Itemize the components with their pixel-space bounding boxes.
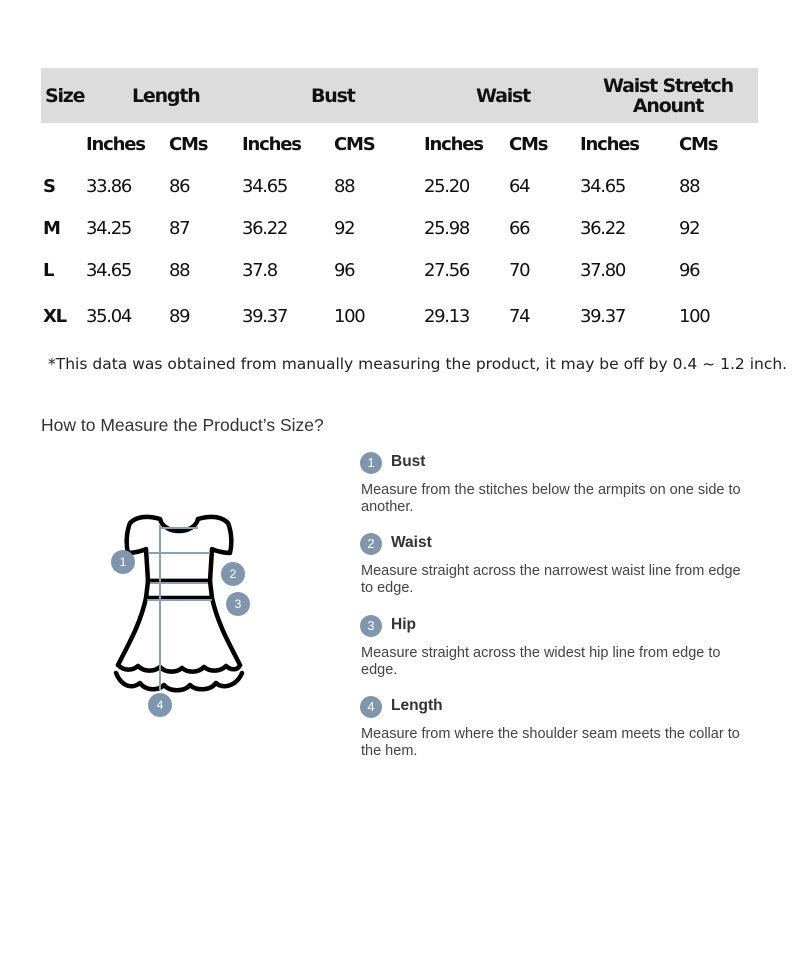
table-cell: 34.65 <box>242 176 288 197</box>
marker-2-icon <box>221 562 245 586</box>
table-cell: 92 <box>679 218 700 239</box>
table-cell: 37.80 <box>580 260 626 281</box>
table-cell: 36.22 <box>242 218 288 239</box>
marker-4-icon <box>148 693 172 717</box>
table-cell: 86 <box>169 176 190 197</box>
row-size-label: M <box>43 218 60 239</box>
subheader-waist-inches: Inches <box>424 134 483 155</box>
table-cell: 34.65 <box>86 260 132 281</box>
row-size-label: L <box>43 260 54 281</box>
table-cell: 64 <box>509 176 530 197</box>
table-cell: 34.25 <box>86 218 132 239</box>
header-waist-stretch-line1: Waist Stretch <box>603 75 733 97</box>
table-cell: 96 <box>334 260 355 281</box>
step-title: Hip <box>391 616 416 633</box>
dress-outline-icon <box>116 517 242 690</box>
row-size-label: S <box>43 176 55 197</box>
table-cell: 36.22 <box>580 218 626 239</box>
table-cell: 39.37 <box>242 306 288 327</box>
table-cell: 88 <box>169 260 190 281</box>
table-cell: 25.98 <box>424 218 470 239</box>
step-description: Measure straight across the widest hip line from edge to edge. <box>361 645 721 678</box>
subheader-stretch-cms: CMs <box>679 134 718 155</box>
table-cell: 89 <box>169 306 190 327</box>
row-size-label: XL <box>43 306 66 327</box>
table-cell: 66 <box>509 218 530 239</box>
table-cell: 27.56 <box>424 260 470 281</box>
header-waist-stretch-line2: Anount <box>632 95 704 117</box>
table-row <box>41 306 758 330</box>
measurement-disclaimer: *This data was obtained from manually measuring the product, it may be off by 0.4 ~ 1.2 inch. <box>48 355 788 373</box>
subheader-waist-cms: CMs <box>509 134 548 155</box>
step-description: Measure straight across the narrowest waist line from edge to edge. <box>361 563 741 596</box>
table-row <box>41 260 758 284</box>
subheader-bust-inches: Inches <box>242 134 301 155</box>
subheader-length-cms: CMs <box>169 134 208 155</box>
marker-1-icon <box>111 550 135 574</box>
step-description: Measure from the stitches below the armpits on one side to another. <box>361 482 741 515</box>
table-row <box>41 176 758 200</box>
table-cell: 37.8 <box>242 260 277 281</box>
marker-2-label: 2 <box>229 567 237 581</box>
step-number-badge: 3 <box>360 615 382 637</box>
table-cell: 88 <box>679 176 700 197</box>
header-size: Size <box>45 85 85 107</box>
how-to-measure-title: How to Measure the Product’s Size? <box>41 415 324 435</box>
measure-guide-lines <box>147 525 212 690</box>
step-number-badge: 1 <box>360 452 382 474</box>
table-cell: 74 <box>509 306 530 327</box>
step-number-badge: 2 <box>360 533 382 555</box>
table-cell: 100 <box>334 306 365 327</box>
table-cell: 96 <box>679 260 700 281</box>
table-cell: 88 <box>334 176 355 197</box>
subheader-stretch-inches: Inches <box>580 134 639 155</box>
table-cell: 100 <box>679 306 710 327</box>
step-description: Measure from where the shoulder seam meets the collar to the hem. <box>361 726 740 759</box>
table-cell: 25.20 <box>424 176 470 197</box>
subheader-bust-cms: CMS <box>334 134 375 155</box>
step-title: Waist <box>391 534 432 551</box>
header-waist: Waist <box>476 85 531 107</box>
step-number-badge: 4 <box>360 696 382 718</box>
marker-1-label: 1 <box>119 555 127 569</box>
table-cell: 70 <box>509 260 530 281</box>
marker-4-label: 4 <box>156 698 164 712</box>
table-cell: 35.04 <box>86 306 132 327</box>
table-cell: 92 <box>334 218 355 239</box>
table-cell: 29.13 <box>424 306 470 327</box>
header-waist-stretch <box>593 76 743 116</box>
table-row <box>41 218 758 242</box>
subheader-length-inches: Inches <box>86 134 145 155</box>
table-cell: 34.65 <box>580 176 626 197</box>
marker-3-label: 3 <box>234 597 242 611</box>
table-cell: 33.86 <box>86 176 132 197</box>
table-cell: 87 <box>169 218 190 239</box>
table-cell: 39.37 <box>580 306 626 327</box>
step-title: Length <box>391 697 443 714</box>
dress-measurement-diagram <box>100 505 260 725</box>
marker-3-icon <box>226 592 250 616</box>
header-length: Length <box>132 85 200 107</box>
header-bust: Bust <box>311 85 355 107</box>
step-title: Bust <box>391 453 426 470</box>
